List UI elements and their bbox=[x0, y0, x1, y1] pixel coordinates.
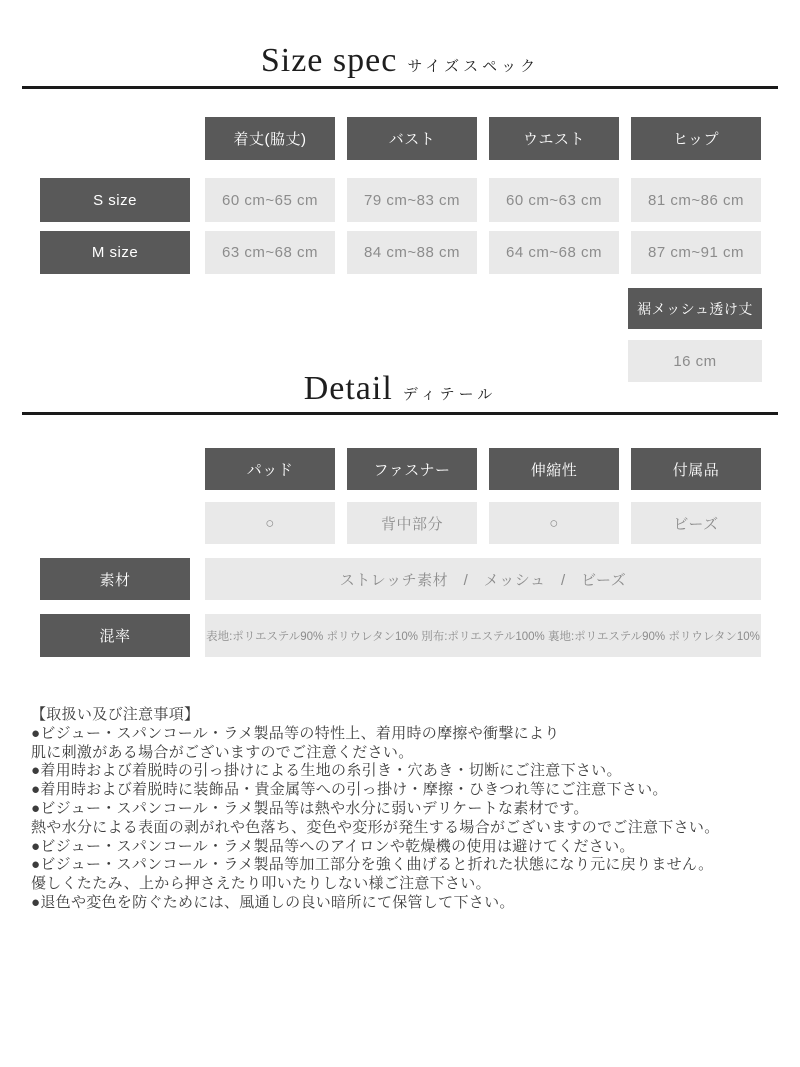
size-section-title-ja: サイズスペック bbox=[407, 59, 540, 75]
size-col-header-hip: ヒップ bbox=[631, 117, 761, 160]
size-s-bust: 79 cm~83 cm bbox=[347, 178, 477, 222]
size-table-row-m bbox=[40, 231, 761, 274]
care-note-line: 優しくたたみ、上から押さえたり叩いたりしない様ご注意下さい。 bbox=[31, 875, 491, 893]
size-m-bust: 84 cm~88 cm bbox=[347, 231, 477, 274]
detail-fastener-value: 背中部分 bbox=[347, 502, 477, 544]
size-section-divider bbox=[22, 86, 778, 89]
care-notes-heading: 【取扱い及び注意事項】 bbox=[31, 706, 200, 723]
detail-accessory-value: ビーズ bbox=[631, 502, 761, 544]
size-s-hip: 81 cm~86 cm bbox=[631, 178, 761, 222]
size-m-hip: 87 cm~91 cm bbox=[631, 231, 761, 274]
size-s-waist: 60 cm~63 cm bbox=[489, 178, 619, 222]
size-m-waist: 64 cm~68 cm bbox=[489, 231, 619, 274]
size-section-title bbox=[0, 42, 800, 80]
care-note-line: 熱や水分による表面の剥がれや色落ち、変色や変形が発生する場合がございますのでご注意下さい。 bbox=[31, 818, 720, 836]
blend-label: 混率 bbox=[40, 614, 190, 657]
size-table-row-s bbox=[40, 178, 761, 222]
detail-section-title-ja: ディテール bbox=[402, 387, 497, 403]
detail-section-title bbox=[0, 370, 800, 408]
care-note-line: ●着用時および着脱時に装飾品・貴金属等への引っ掛け・摩擦・ひきつれ等にご注意下さい。 bbox=[31, 781, 668, 799]
size-m-length: 63 cm~68 cm bbox=[205, 231, 335, 274]
detail-col-header-stretch: 伸縮性 bbox=[489, 448, 619, 490]
material-row bbox=[40, 558, 761, 600]
size-col-header-length: 着丈(脇丈) bbox=[205, 117, 335, 160]
care-note-line: ●退色や変色を防ぐためには、風通しの良い暗所にて保管して下さい。 bbox=[31, 893, 515, 911]
size-row-label-m: M size bbox=[40, 231, 190, 274]
size-col-header-waist: ウエスト bbox=[489, 117, 619, 160]
blend-value: 表地:ポリエステル90% ポリウレタン10% 別布:ポリエステル100% 裏地:ポリエステル90% ポリウレタン10% bbox=[205, 614, 761, 657]
size-s-length: 60 cm~65 cm bbox=[205, 178, 335, 222]
detail-col-header-fastener: ファスナー bbox=[347, 448, 477, 490]
size-table-header-row bbox=[205, 117, 761, 160]
care-note-line: 肌に刺激がある場合がございますのでご注意ください。 bbox=[31, 743, 414, 761]
care-note-line: ●ビジュー・スパンコール・ラメ製品等加工部分を強く曲げると折れた状態になり元に戻りません。 bbox=[31, 856, 714, 874]
detail-col-header-pad: パッド bbox=[205, 448, 335, 490]
detail-table-header-row bbox=[205, 448, 761, 490]
detail-col-header-accessory: 付属品 bbox=[631, 448, 761, 490]
detail-table-value-row bbox=[205, 502, 761, 544]
blend-row bbox=[40, 614, 761, 657]
detail-section-title-en: Detail bbox=[303, 370, 393, 407]
size-row-label-s: S size bbox=[40, 178, 190, 222]
detail-pad-value: ○ bbox=[205, 502, 335, 544]
care-note-line: ●ビジュー・スパンコール・ラメ製品等の特性上、着用時の摩擦や衝撃により bbox=[31, 724, 560, 742]
size-section-title-en: Size spec bbox=[260, 42, 398, 79]
hem-mesh-length-value: 16 cm bbox=[628, 340, 762, 382]
size-col-header-bust: バスト bbox=[347, 117, 477, 160]
care-notes bbox=[31, 706, 776, 913]
material-label: 素材 bbox=[40, 558, 190, 600]
care-note-line: ●ビジュー・スパンコール・ラメ製品等へのアイロンや乾燥機の使用は避けてください。 bbox=[31, 837, 635, 855]
hem-mesh-length-header: 裾メッシュ透け丈 bbox=[628, 288, 762, 329]
care-note-line: ●ビジュー・スパンコール・ラメ製品等は熱や水分に弱いデリケートな素材です。 bbox=[31, 799, 589, 817]
detail-stretch-value: ○ bbox=[489, 502, 619, 544]
material-value: ストレッチ素材 / メッシュ / ビーズ bbox=[205, 558, 761, 600]
detail-section-divider bbox=[22, 412, 778, 415]
care-note-line: ●着用時および着脱時の引っ掛けによる生地の糸引き・穴あき・切断にご注意下さい。 bbox=[31, 762, 622, 780]
